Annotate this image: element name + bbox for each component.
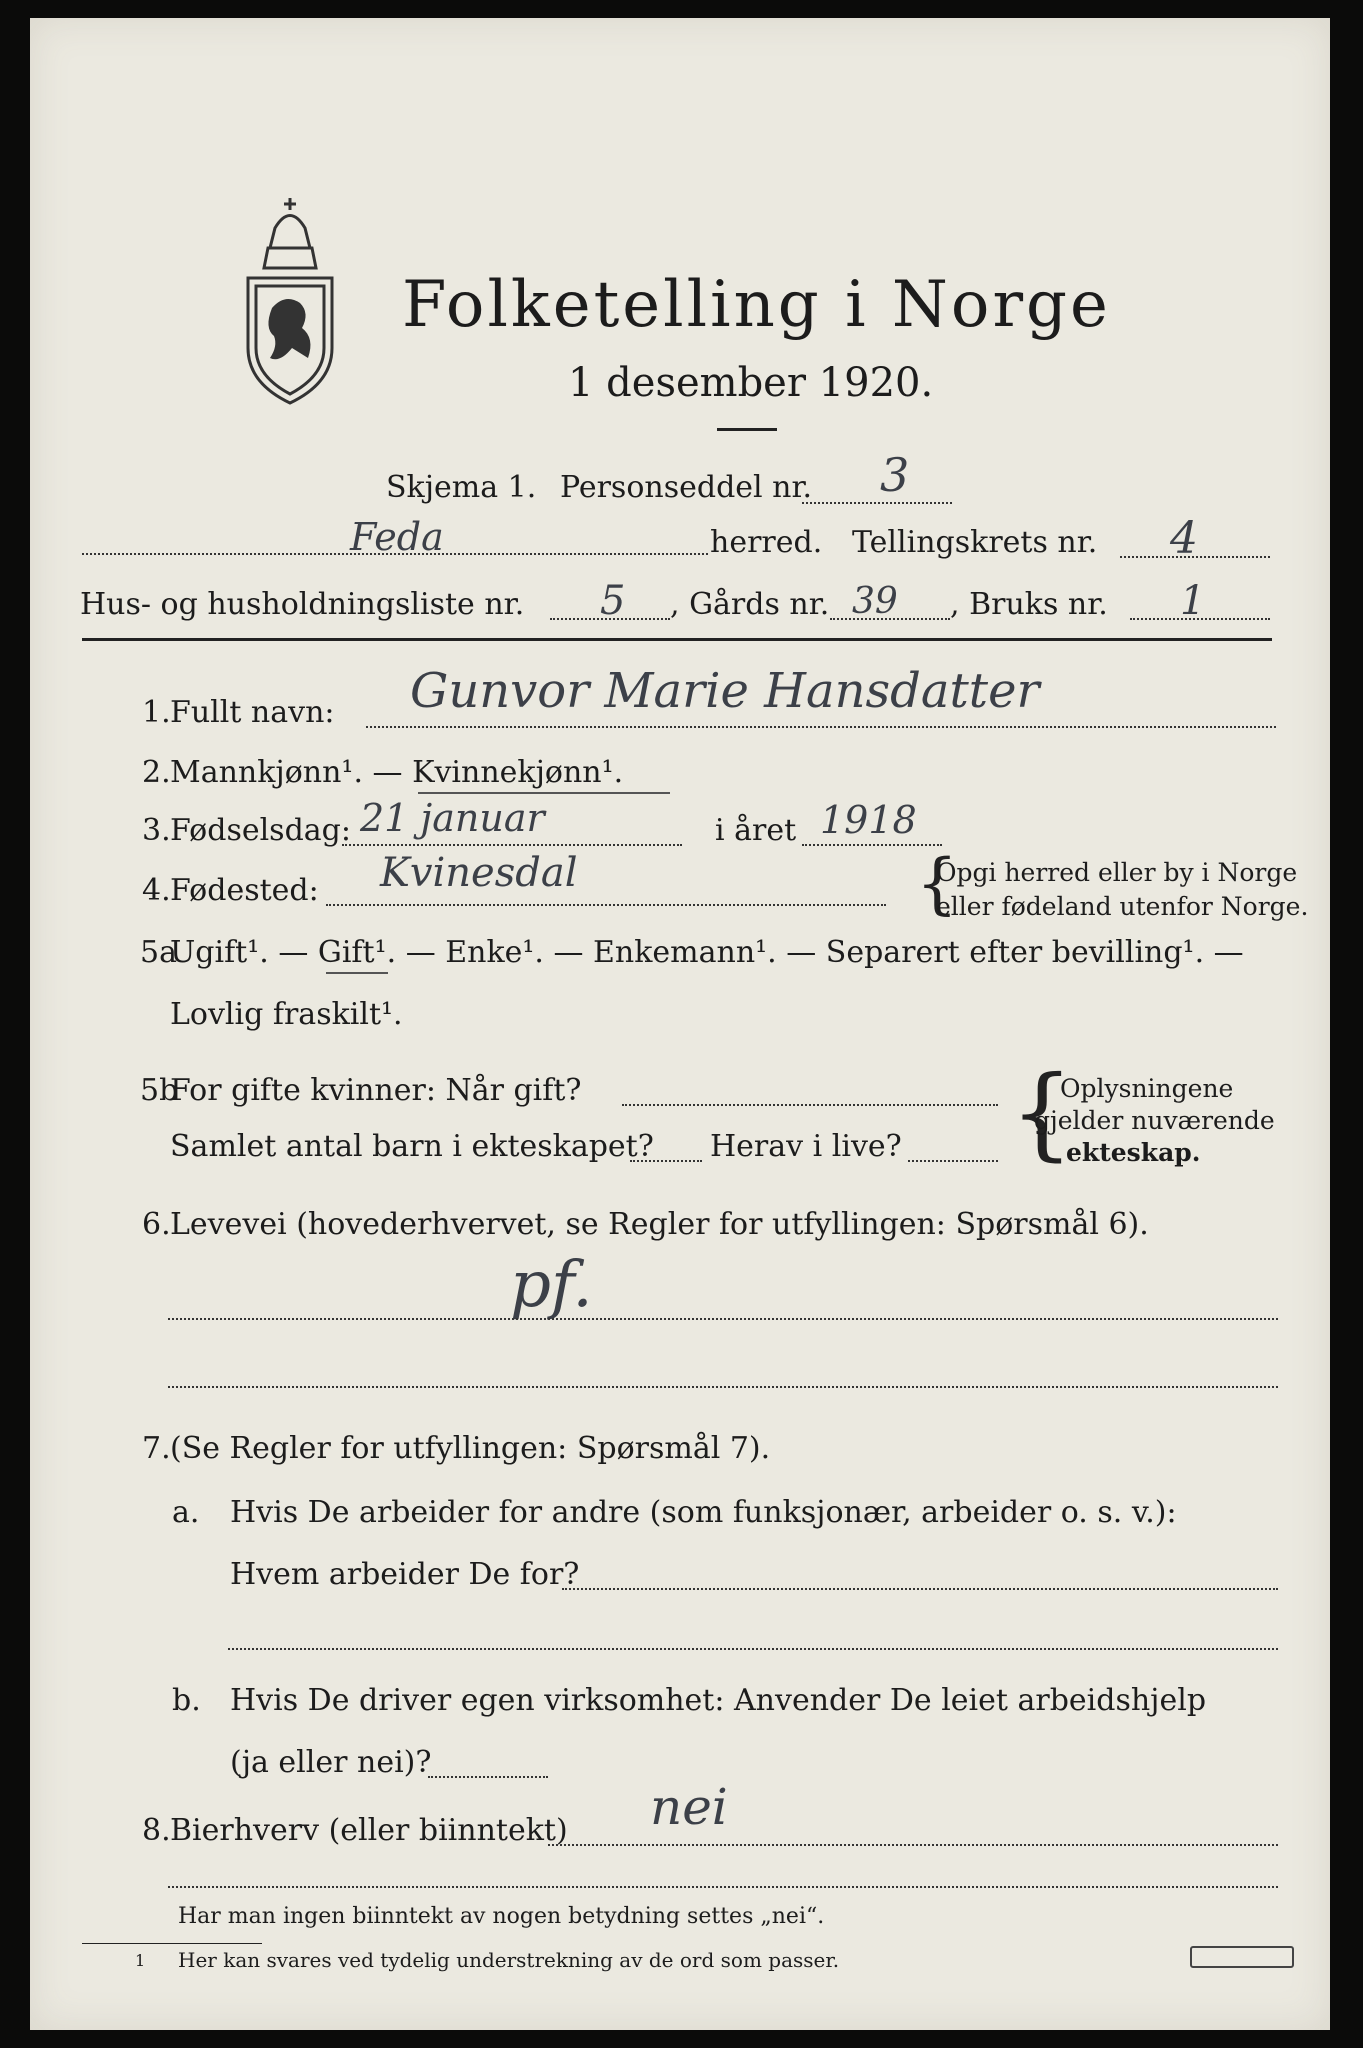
q3-line <box>342 844 682 846</box>
printer-stamp <box>1190 1946 1294 1968</box>
footnote-number: 1 <box>135 1951 146 1970</box>
q7b-line-2: (ja eller nei)? <box>230 1745 432 1780</box>
q3-number: 3. <box>142 813 171 848</box>
footer-note: Har man ingen biinntekt av nogen betydning settes „nei“. <box>178 1904 825 1929</box>
herred-label: herred. <box>710 525 823 560</box>
q7b-line-2-dots <box>428 1776 548 1778</box>
q8-line-2 <box>168 1886 1278 1888</box>
q5b-line-2a: Samlet antal barn i ekteskapet? <box>170 1129 654 1164</box>
hus-value: 5 <box>600 578 626 624</box>
q5b-line-2b: Herav i live? <box>710 1129 902 1164</box>
q8-number: 8. <box>142 1813 171 1848</box>
q6-line-2 <box>168 1386 1278 1388</box>
header-rule <box>82 638 1272 641</box>
q4-line <box>326 904 886 906</box>
gards-value: 39 <box>852 581 898 622</box>
q4-note-1: Opgi herred eller by i Norge <box>936 858 1298 887</box>
q8-value: nei <box>650 1778 728 1836</box>
q5b-brace: { <box>1010 1054 1074 1171</box>
personseddel-line <box>802 502 952 504</box>
q7-label: (Se Regler for utfyllingen: Spørsmål 7). <box>170 1431 771 1466</box>
schema-label: Skjema 1. <box>386 470 537 505</box>
q4-brace: { <box>916 845 958 922</box>
title-divider <box>717 428 777 431</box>
q5b-line-1: For gifte kvinner: Når gift? <box>170 1073 582 1108</box>
tellingskrets-value: 4 <box>1170 513 1198 564</box>
q3-year-value: 1918 <box>820 798 917 842</box>
q6-value: pf. <box>510 1248 593 1322</box>
q7a-line-2: Hvem arbeider De for? <box>230 1557 580 1592</box>
q8-label: Bierhverv (eller biinntekt) <box>170 1813 568 1848</box>
census-form <box>30 18 1330 2030</box>
q5a-line-2: Lovlig fraskilt¹. <box>170 997 403 1032</box>
q4-note-2: eller fødeland utenfor Norge. <box>936 892 1309 921</box>
bruks-label: , Bruks nr. <box>950 587 1108 622</box>
herred-value: Feda <box>350 515 444 559</box>
q3-year-label: i året <box>715 813 797 848</box>
coat-of-arms-icon <box>230 198 350 408</box>
q4-number: 4. <box>142 873 171 908</box>
personseddel-value: 3 <box>880 448 910 502</box>
footnote-text: Her kan svares ved tydelig understrekning av de ord som passer. <box>178 1948 840 1972</box>
q1-label: Fullt navn: <box>170 695 335 730</box>
q5b-note-2: gjelder nuværende <box>1034 1106 1275 1135</box>
q6-line-1 <box>168 1318 1278 1320</box>
q6-label: Levevei (hovederhvervet, se Regler for utfyllingen: Spørsmål 6). <box>170 1207 1149 1242</box>
q7a-line-2-dots <box>562 1588 1278 1590</box>
q5b-number: 5b <box>140 1073 179 1108</box>
footnote-rule <box>82 1943 262 1944</box>
q5b-note-1: Oplysningene <box>1060 1074 1234 1103</box>
q7b-letter: b. <box>172 1683 201 1718</box>
q6-number: 6. <box>142 1207 171 1242</box>
form-title: Folketelling i Norge <box>402 268 1111 342</box>
q1-value: Gunvor Marie Hansdatter <box>410 663 1040 719</box>
q7-number: 7. <box>142 1431 171 1466</box>
hus-label: Hus- og husholdningsliste nr. <box>80 587 525 622</box>
q8-line <box>548 1844 1278 1846</box>
tellingskrets-label: Tellingskrets nr. <box>852 525 1098 560</box>
form-date: 1 desember 1920. <box>568 360 934 406</box>
q7a-line-3-dots <box>228 1648 1278 1650</box>
q3-value: 21 januar <box>360 796 545 840</box>
q3-label: Fødselsdag: <box>170 813 351 848</box>
q2-label: Mannkjønn¹. — Kvinnekjønn¹. <box>170 755 624 790</box>
gards-label: , Gårds nr. <box>670 587 830 622</box>
q1-line <box>366 726 1276 728</box>
q4-label: Fødested: <box>170 873 319 908</box>
q4-value: Kvinesdal <box>380 850 578 896</box>
q5a-underline <box>326 972 388 974</box>
q5a-line-1: Ugift¹. — Gift¹. — Enke¹. — Enkemann¹. — Separert efter bevilling¹. — <box>170 935 1244 970</box>
q7b-line-1: Hvis De driver egen virksomhet: Anvender De leiet arbeidshjelp <box>230 1683 1207 1718</box>
q5a-number: 5a <box>140 935 177 970</box>
q2-number: 2. <box>142 755 171 790</box>
q7a-letter: a. <box>172 1495 200 1530</box>
q1-number: 1. <box>142 695 171 730</box>
bruks-value: 1 <box>1180 578 1206 624</box>
q5b-line-2a-dots <box>630 1160 702 1162</box>
q5b-note-3: ekteskap. <box>1066 1138 1201 1167</box>
personseddel-label: Personseddel nr. <box>560 470 813 505</box>
q5b-line-1-dots <box>622 1104 998 1106</box>
q5b-line-2b-dots <box>908 1160 998 1162</box>
q7a-line-1: Hvis De arbeider for andre (som funksjonær, arbeider o. s. v.): <box>230 1495 1177 1530</box>
q2-underline <box>418 792 670 794</box>
